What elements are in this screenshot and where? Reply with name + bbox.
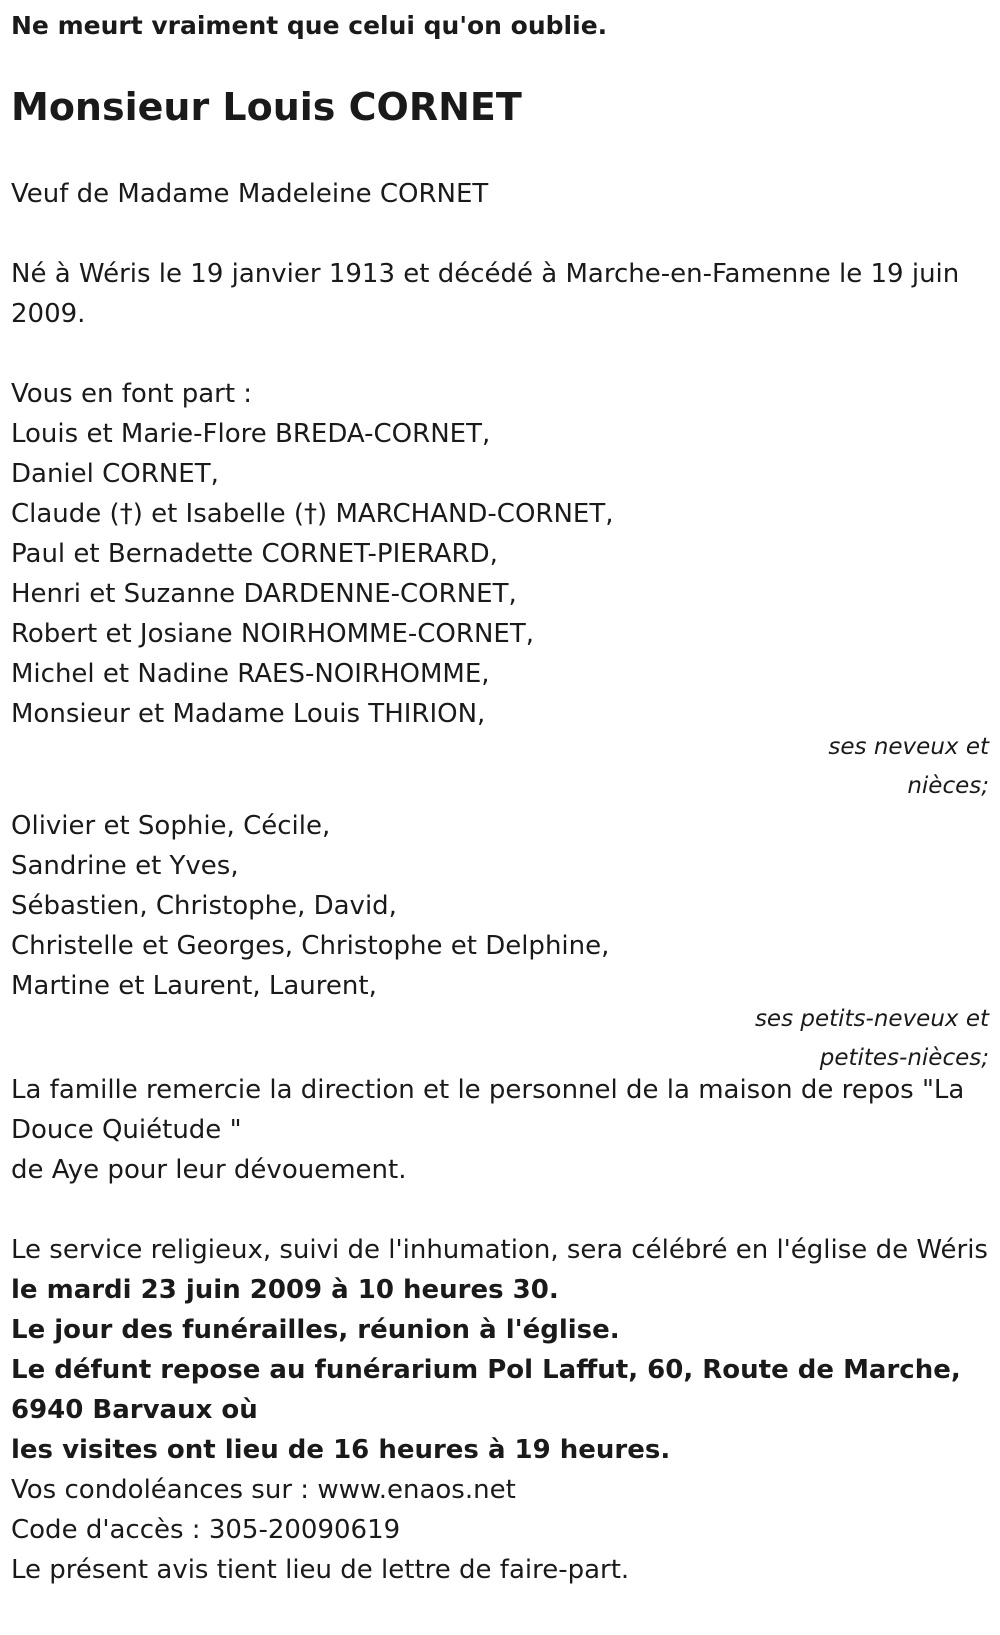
funeral-home-line: Le défunt repose au funérarium Pol Laffut, 60, Route de Marche, 6940 Barvaux où [11, 1355, 961, 1425]
nephew-line: Louis et Marie-Flore BREDA-CORNET, [11, 419, 491, 449]
thanks-line-1: La famille remercie la direction et le personnel de la maison de repos "La Douce Quiétude " [11, 1075, 965, 1145]
grand-nephew-line: Martine et Laurent, Laurent, [11, 971, 377, 1001]
nephews-note-line-1: ses neveux et [828, 734, 989, 760]
motto: Ne meurt vraiment que celui qu'on oublie. [11, 11, 608, 40]
meeting-line: Le jour des funérailles, réunion à l'église. [11, 1315, 620, 1345]
nephew-line: Henri et Suzanne DARDENNE-CORNET, [11, 579, 517, 609]
grand-nephew-line: Christelle et Georges, Christophe et Delphine, [11, 931, 610, 961]
visits-line: les visites ont lieu de 16 heures à 19 heures. [11, 1435, 671, 1465]
closing-line: Le présent avis tient lieu de lettre de faire-part. [11, 1555, 630, 1585]
nephews-note [11, 728, 989, 806]
grand-nephew-line: Olivier et Sophie, Cécile, [11, 811, 331, 841]
nephew-line: Robert et Josiane NOIRHOMME-CORNET, [11, 619, 534, 649]
grand-nephew-line: Sébastien, Christophe, David, [11, 891, 397, 921]
nephews-note-line-2: nièces; [907, 773, 989, 799]
access-code-line: Code d'accès : 305-20090619 [11, 1515, 401, 1545]
condolences-line: Vos condoléances sur : www.enaos.net [11, 1475, 516, 1505]
service-line: Le service religieux, suivi de l'inhumation, sera célébré en l'église de Wéris [11, 1235, 988, 1265]
thanks-line-2: de Aye pour leur dévouement. [11, 1155, 407, 1185]
grand-nephews-note-line-2: petites-nièces; [819, 1045, 989, 1071]
nephew-line: Claude (†) et Isabelle (†) MARCHAND-CORNET, [11, 499, 614, 529]
nephew-line: Paul et Bernadette CORNET-PIERARD, [11, 539, 498, 569]
nephew-line: Michel et Nadine RAES-NOIRHOMME, [11, 659, 490, 689]
page-title: Monsieur Louis CORNET [11, 85, 522, 129]
birth-death-line: Né à Wéris le 19 janvier 1913 et décédé à Marche-en-Famenne le 19 juin 2009. [11, 259, 960, 329]
obituary-body [11, 174, 989, 1590]
widower-line: Veuf de Madame Madeleine CORNET [11, 179, 489, 209]
grand-nephew-line: Sandrine et Yves, [11, 851, 239, 881]
nephew-line: Monsieur et Madame Louis THIRION, [11, 699, 486, 729]
grand-nephews-note [11, 1000, 989, 1078]
ceremony-date: le mardi 23 juin 2009 à 10 heures 30. [11, 1275, 559, 1305]
nephew-line: Daniel CORNET, [11, 459, 219, 489]
announce-intro: Vous en font part : [11, 379, 253, 409]
grand-nephews-note-line-1: ses petits-neveux et [754, 1006, 989, 1032]
